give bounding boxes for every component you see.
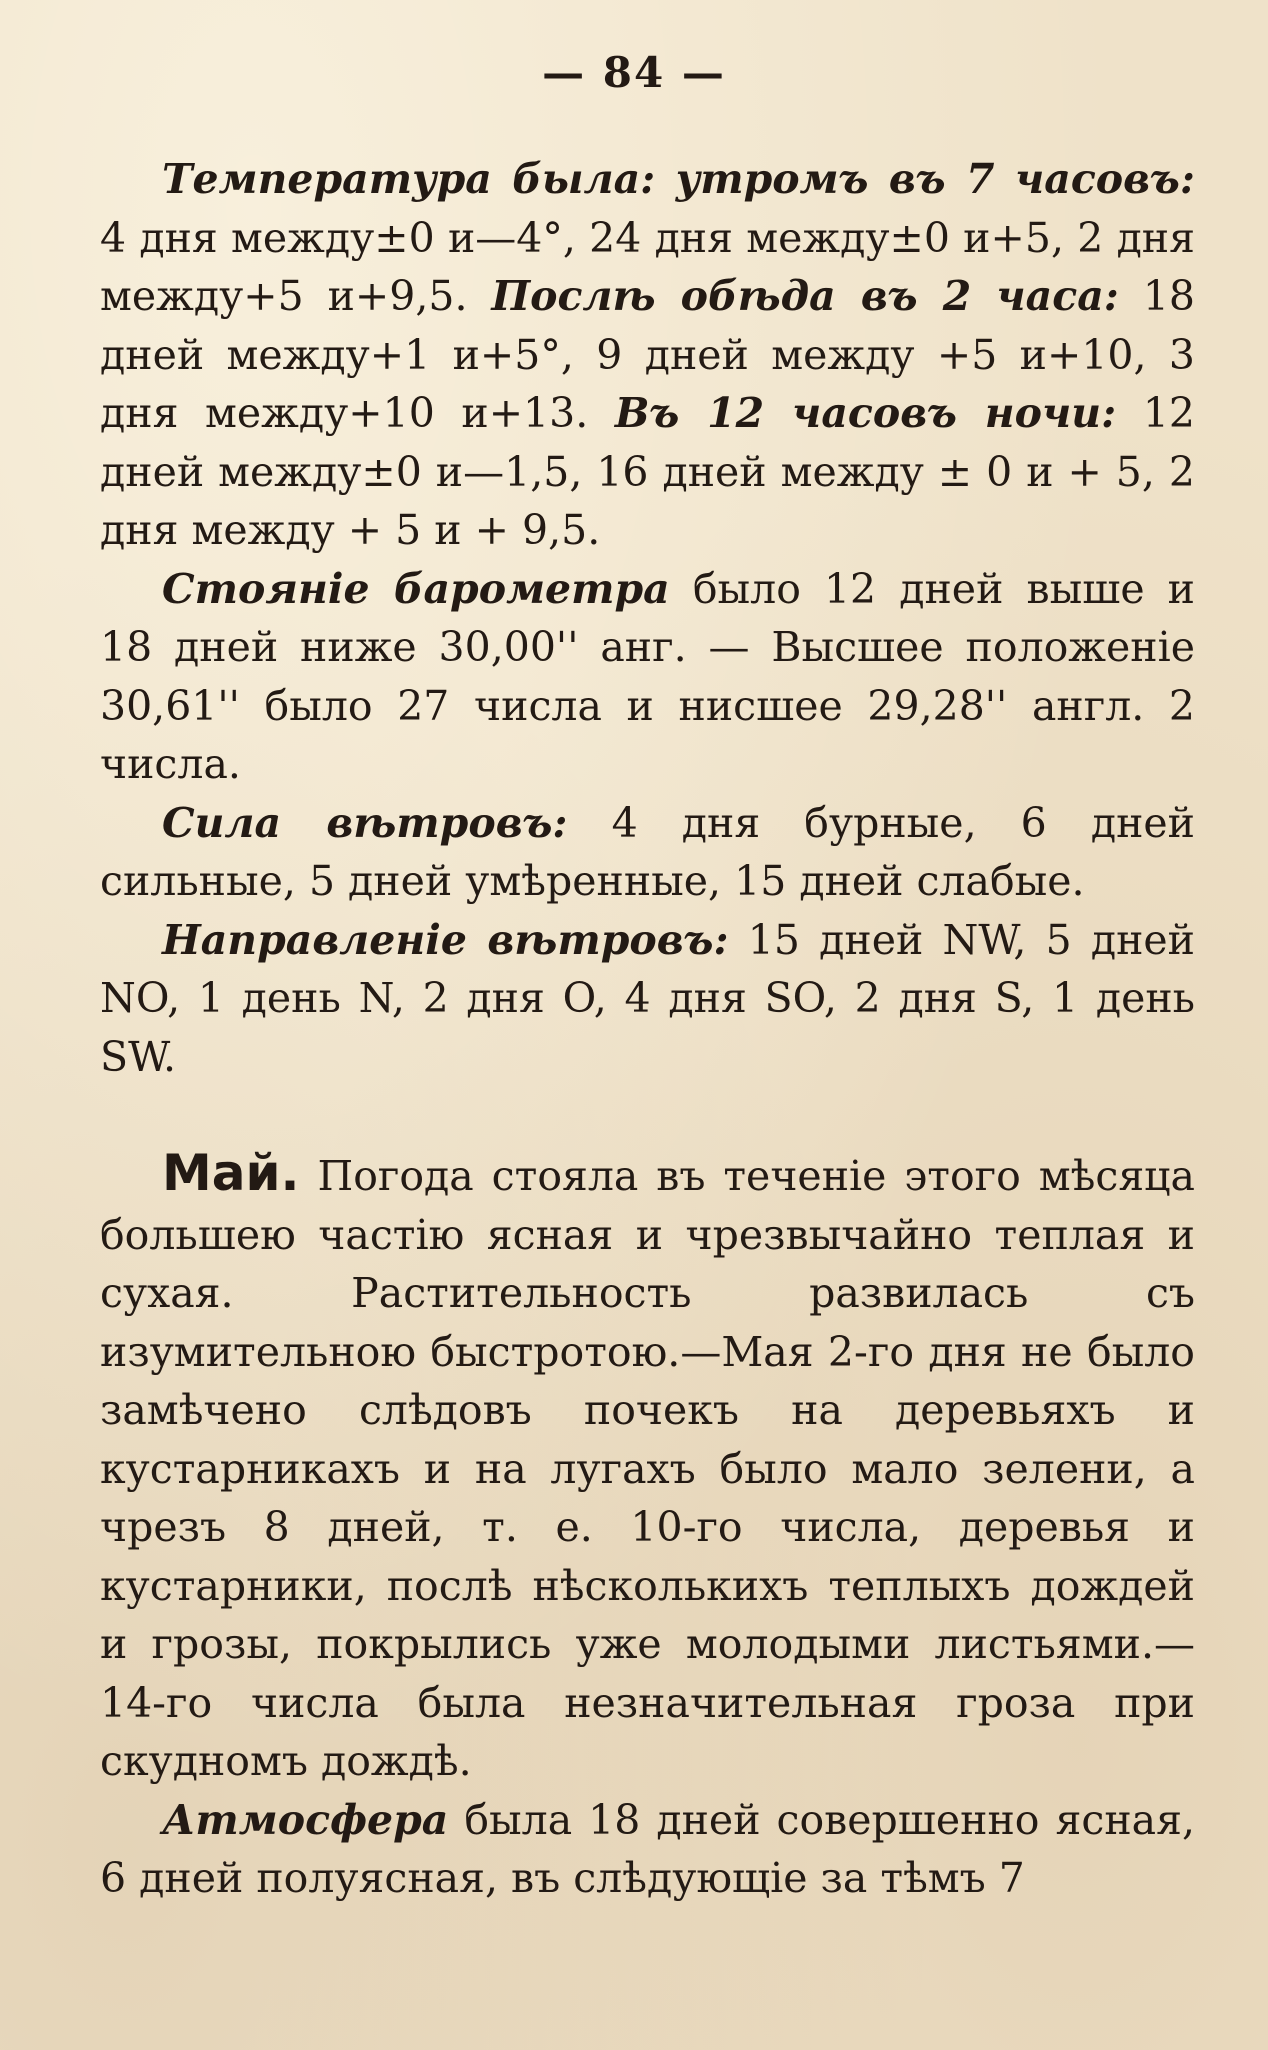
barometer-paragraph (100, 560, 1195, 794)
body-text (100, 150, 1195, 1908)
atmosphere-lead: Атмосфера (162, 1795, 449, 1844)
section-gap (100, 1086, 1195, 1144)
wind-direction-paragraph (100, 911, 1195, 1087)
temperature-lead: Температура была: утромъ въ 7 часовъ: (162, 155, 1195, 203)
may-paragraph (100, 1144, 1195, 1791)
wind-direction-text: 15 дней NW, 5 дней NO, 1 день N, 2 дня O, 4 дня SO, 2 дня S, 1 день SW. (100, 915, 1195, 1081)
wind-force-paragraph (100, 794, 1195, 911)
atmosphere-text: была 18 дней совершенно ясная, 6 дней полуясная, въ слѣдующіе за тѣмъ 7 (100, 1795, 1195, 1902)
temperature-lead-2: Послѣ обѣда въ 2 часа: (491, 272, 1119, 320)
wind-direction-lead: Направленіе вѣтровъ: (162, 915, 729, 964)
wind-force-text: 4 дня бурные, 6 дней сильные, 5 дней умѣренные, 15 дней слабые. (100, 798, 1195, 905)
temperature-text-1: 4 дня между±0 и—4°, 24 дня между±0 и+5, 2 дня между+5 и+9,5. (100, 213, 1195, 320)
may-text: Погода стояла въ теченіе этого мѣсяца большею частію ясная и чрезвычайно теплая и сухая. Растительность развилась съ изумительною быстротою.—Мая 2-го дня не было замѣчено слѣдовъ почекъ на деревьяхъ и кустарникахъ и на лугахъ было мало зелени, а чрезъ 8 дней, т. е. 10-го числа, деревья и кустарники, послѣ нѣсколькихъ теплыхъ дождей и грозы, покрылись уже молодыми листьями.—14-го числа была незначительная гроза при скудномъ дождѣ. (100, 1152, 1195, 1785)
temperature-paragraph (100, 150, 1195, 560)
page-number: — 84 — (542, 48, 726, 97)
may-heading: Май. (162, 1144, 300, 1202)
barometer-lead: Стояніе барометра (162, 564, 670, 613)
temperature-lead-3: Въ 12 часовъ ночи: (614, 389, 1117, 437)
temperature-text-3: 12 дней между±0 и—1,5, 16 дней между ± 0 и + 5, 2 дня между + 5 и + 9,5. (100, 389, 1196, 554)
atmosphere-paragraph (100, 1791, 1195, 1908)
temperature-text-2: 18 дней между+1 и+5°, 9 дней между +5 и+10, 3 дня между+10 и+13. (100, 272, 1195, 437)
wind-force-lead: Сила вѣтровъ: (162, 798, 568, 847)
barometer-text: было 12 дней выше и 18 дней ниже 30,00'' анг. — Высшее положеніе 30,61'' было 27 числа и нисшее 29,28'' англ. 2 числа. (100, 564, 1195, 788)
